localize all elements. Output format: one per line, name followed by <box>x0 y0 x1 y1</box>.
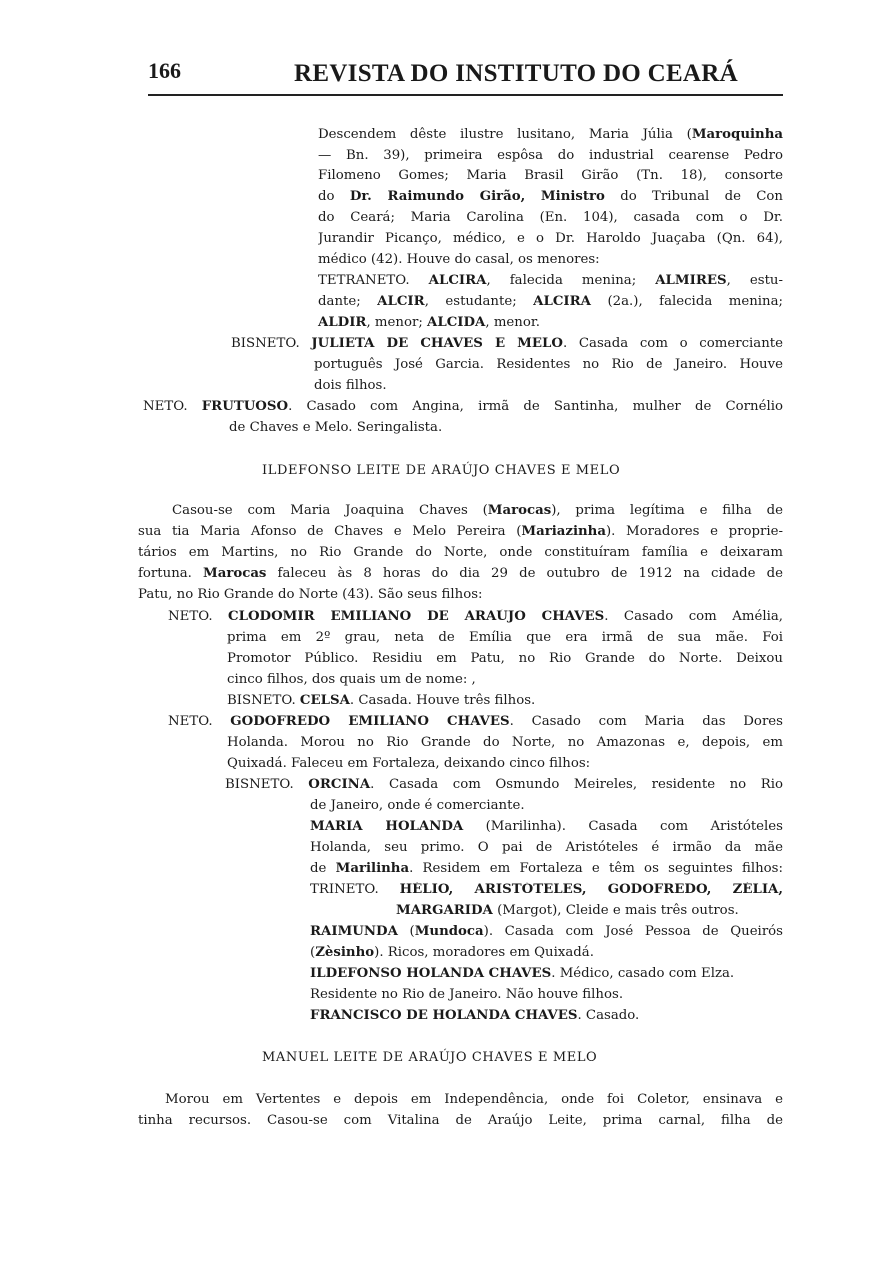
bold-name: ALCIRA <box>533 294 591 309</box>
text-line <box>318 189 783 205</box>
text-line <box>314 378 783 394</box>
text-run: Holanda. Morou no Rio Grande do Norte, no Amazonas e, depois, em <box>227 735 783 750</box>
text-run: . Casado. <box>577 1008 640 1023</box>
text-line <box>227 651 783 667</box>
text-run: dante; <box>318 294 378 309</box>
text-line <box>143 399 783 415</box>
bold-name: ILDEFONSO HOLANDA CHAVES <box>310 966 552 981</box>
text-run: do Ceará; Maria Carolina (En. 104), casada com o Dr. <box>318 210 783 225</box>
text-line <box>318 273 783 289</box>
bold-name: Dr. Raimundo Girão, Ministro <box>349 189 605 204</box>
bold-name: GODOFREDO EMILIANO CHAVES <box>230 714 510 729</box>
text-run: faleceu às 8 horas do dia 29 de outubro de 1912 na cidade de <box>266 566 783 581</box>
text-line <box>310 819 783 835</box>
text-run: . Residem em Fortaleza e têm os seguintes filhos: <box>409 861 783 876</box>
text-run: NETO. <box>168 714 231 729</box>
bold-name: CELSA <box>299 693 350 708</box>
bold-name: Maroquinha <box>691 127 783 142</box>
text-run: . Casada com o comerciante <box>562 336 783 351</box>
text-line <box>318 148 783 164</box>
text-line <box>310 1008 783 1024</box>
text-line <box>318 252 783 268</box>
text-line <box>310 924 783 940</box>
bold-name: Mariazinha <box>521 524 606 539</box>
text-run: Descendem dêste ilustre lusitano, Maria Júlia ( <box>318 127 692 142</box>
text-line <box>138 566 783 582</box>
text-run: BISNETO. <box>227 693 300 708</box>
section-heading: ILDEFONSO LEITE DE ARAÚJO CHAVES E MELO <box>262 463 621 478</box>
text-line <box>168 714 783 730</box>
text-line <box>138 587 783 603</box>
text-line <box>318 168 783 184</box>
text-line <box>227 672 783 688</box>
text-run: (Marilinha). Casada com Aristóteles <box>463 819 783 834</box>
text-line <box>310 861 783 877</box>
text-line <box>227 756 783 772</box>
text-run: . Médico, casado com Elza. <box>551 966 735 981</box>
text-run: (Margot), Cleide e mais três outros. <box>492 903 739 918</box>
text-run: prima em 2º grau, neta de Emília que era irmã de sua mãe. Foi <box>227 630 783 645</box>
text-run: . Casado com Amélia, <box>604 609 783 624</box>
text-line <box>231 336 783 352</box>
text-run: de Janeiro, onde é comerciante. <box>310 798 525 813</box>
bold-name: ALCIR <box>377 294 425 309</box>
text-run: ( <box>397 924 415 939</box>
text-run: ). Moradores e proprie- <box>605 524 783 539</box>
text-line <box>310 987 783 1003</box>
bold-name: ALCIRA <box>428 273 487 288</box>
bold-name: HÉLIO, ARISTÓTELES, GODOFREDO, ZÉLIA, <box>399 882 783 897</box>
bold-name: Zèsinho <box>315 945 375 960</box>
text-run: médico (42). Houve do casal, os menores: <box>318 252 600 267</box>
text-run: , estu- <box>726 273 783 288</box>
text-run: TRINETO. <box>310 882 400 897</box>
bold-name: ORCINA <box>308 777 371 792</box>
section-heading: MANUEL LEITE DE ARAÚJO CHAVES E MELO <box>262 1050 598 1065</box>
text-run: do <box>318 189 350 204</box>
text-line <box>310 798 783 814</box>
text-line <box>314 357 783 373</box>
text-run: Quixadá. Faleceu em Fortaleza, deixando cinco filhos: <box>227 756 591 771</box>
bold-name: Marilinha <box>335 861 410 876</box>
text-run: sua tia Maria Afonso de Chaves e Melo Pereira ( <box>138 524 522 539</box>
text-run: cinco filhos, dos quais um de nome: , <box>227 672 476 687</box>
bold-name: JULIETA DE CHAVES E MELO <box>311 336 563 351</box>
text-line <box>310 966 783 982</box>
text-run: de <box>310 861 336 876</box>
bold-name: Marocas <box>487 503 552 518</box>
text-run: , falecida menina; <box>486 273 656 288</box>
text-line <box>310 840 783 856</box>
text-run: de Chaves e Melo. Seringalista. <box>229 420 443 435</box>
text-run: . Casado com Maria das Dores <box>509 714 783 729</box>
text-run: , estudante; <box>424 294 534 309</box>
text-line <box>318 294 783 310</box>
text-run: . Casado com Angina, irmã de Santinha, mulher de Cornélio <box>288 399 783 414</box>
text-line <box>310 945 783 961</box>
text-run: tinha recursos. Casou-se com Vitalina de Araújo Leite, prima carnal, filha de <box>138 1113 783 1128</box>
text-line <box>138 1113 783 1129</box>
bold-name: ALDIR <box>318 315 367 330</box>
text-run: BISNETO. <box>225 777 309 792</box>
text-run: Holanda, seu primo. O pai de Aristóteles é irmão da mãe <box>310 840 783 855</box>
running-head: REVISTA DO INSTITUTO DO CEARÁ <box>294 60 738 87</box>
text-run: Residente no Rio de Janeiro. Não houve filhos. <box>310 987 624 1002</box>
bold-name: RAIMUNDA <box>310 924 398 939</box>
text-run: . Casada. Houve três filhos. <box>349 693 536 708</box>
text-run: . Casada com Osmundo Meireles, residente no Rio <box>370 777 783 792</box>
text-line <box>227 735 783 751</box>
bold-name: CLODOMIR EMILIANO DE ARAÚJO CHAVES <box>228 609 605 624</box>
text-line <box>396 903 783 919</box>
text-line <box>310 882 783 898</box>
bold-name: Mundoca <box>414 924 484 939</box>
text-run: dois filhos. <box>314 378 387 393</box>
text-run: Filomeno Gomes; Maria Brasil Girão (Tn. 18), consorte <box>318 168 783 183</box>
text-line <box>168 609 783 625</box>
text-line <box>227 630 783 646</box>
text-line <box>229 420 783 436</box>
text-run: , menor; <box>366 315 428 330</box>
text-line <box>227 693 783 709</box>
text-line <box>225 777 783 793</box>
text-run: Promotor Público. Residiu em Patu, no Rio Grande do Norte. Deixou <box>227 651 783 666</box>
text-line <box>172 503 783 519</box>
text-line <box>138 545 783 561</box>
bold-name: FRUTUOSO <box>201 399 289 414</box>
text-run: TETRANETO. <box>318 273 429 288</box>
text-run: Morou em Vertentes e depois em Independência, onde foi Coletor, ensinava e <box>165 1092 783 1107</box>
text-run: Patu, no Rio Grande do Norte (43). São seus filhos: <box>138 587 483 602</box>
bold-name: Marocas <box>203 566 267 581</box>
text-run: Casou-se com Maria Joaquina Chaves ( <box>172 503 488 518</box>
text-run: (2a.), falecida menina; <box>591 294 783 309</box>
text-run: BISNETO. <box>231 336 312 351</box>
text-line <box>318 210 783 226</box>
text-run: ). Ricos, moradores em Quixadá. <box>374 945 594 960</box>
text-run: , menor. <box>485 315 540 330</box>
page-number: 166 <box>148 58 181 83</box>
text-run: ), prima legítima e filha de <box>551 503 783 518</box>
text-run: português José Garcia. Residentes no Rio de Janeiro. Houve <box>314 357 783 372</box>
header-rule <box>148 94 783 96</box>
text-run: ). Casada com José Pessoa de Queirós <box>483 924 783 939</box>
text-run: tários em Martins, no Rio Grande do Norte, onde constituíram família e deixaram <box>138 545 783 560</box>
text-run: Jurandir Picanço, médico, e o Dr. Haroldo Juaçaba (Qn. 64), <box>318 231 783 246</box>
text-run: fortuna. <box>138 566 204 581</box>
text-run: do Tribunal de Con <box>604 189 783 204</box>
text-run: NETO. <box>168 609 229 624</box>
bold-name: FRANCISCO DE HOLANDA CHAVES <box>310 1008 578 1023</box>
text-run: — Bn. 39), primeira espôsa do industrial cearense Pedro <box>318 148 783 163</box>
bold-name: MARIA HOLANDA <box>310 819 464 834</box>
bold-name: ALCIDA <box>427 315 486 330</box>
text-run: ( <box>310 945 316 960</box>
text-line <box>138 524 783 540</box>
text-line <box>318 315 783 331</box>
bold-name: MARGARIDA <box>396 903 493 918</box>
text-line <box>318 127 783 143</box>
text-line <box>318 231 783 247</box>
bold-name: ALMIRES <box>655 273 727 288</box>
text-line <box>165 1092 783 1108</box>
text-run: NETO. <box>143 399 202 414</box>
